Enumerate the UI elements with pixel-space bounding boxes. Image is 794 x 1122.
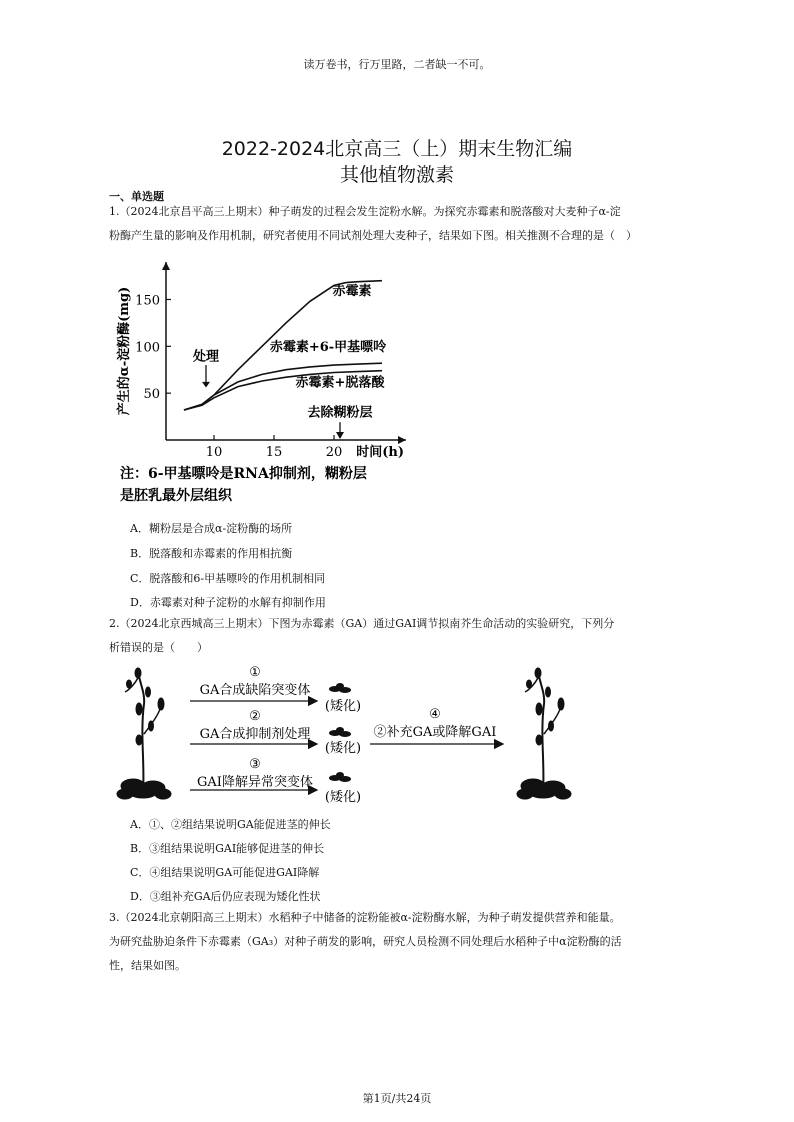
dwarf-plant-icon — [329, 727, 351, 737]
ga-gai-diagram — [115, 664, 675, 814]
series-label-3: 赤霉素+脱落酸 — [295, 375, 385, 391]
question-3-line: 性，结果如图。 — [109, 959, 186, 972]
x-axis-arrowhead — [398, 436, 406, 444]
page-motto: 读万卷书，行万里路，二者缺一不可。 — [303, 58, 491, 71]
step-3-number: ③ — [249, 757, 261, 772]
dwarf-label: (矮化) — [324, 699, 362, 714]
step-1-number: ① — [249, 665, 261, 680]
q1-option-c: C．脱落酸和6-甲基嘌呤的作用机制相同 — [130, 572, 326, 585]
dwarf-plant-icon — [329, 683, 351, 693]
question-2-line: 2.（2024北京西城高三上期末）下图为赤霉素（GA）通过GAI调节拟南芥生命活动的实验研究，下列分 — [109, 617, 615, 630]
dwarf-plant-icon — [329, 772, 351, 782]
step-3-label: GAI降解异常突变体 — [197, 775, 313, 790]
q2-option-d: D．③组补充GA后仍应表现为矮化性状 — [130, 890, 321, 903]
question-1-line: 粉酶产生量的影响及作用机制，研究者使用不同试剂处理大麦种子，结果如下图。相关推测不合理的是（ ） — [109, 229, 637, 242]
question-1-line: 1.（2024北京昌平高三上期末）种子萌发的过程会发生淀粉水解。为探究赤霉素和脱落酸对大麦种子α-淀 — [109, 205, 621, 218]
step-4-number: ④ — [429, 707, 441, 722]
treat-annotation: 处理 — [192, 349, 220, 365]
dwarf-label: (矮化) — [324, 741, 362, 756]
question-2-line: 析错误的是（ ） — [109, 641, 208, 654]
x-tick-label: 10 — [205, 445, 223, 460]
question-2-text — [109, 612, 689, 660]
q2-option-c: C．④组结果说明GA可能促进GAI降解 — [130, 866, 320, 879]
dwarf-label: (矮化) — [324, 790, 362, 805]
page-subtitle: 其他植物激素 — [339, 164, 454, 186]
y-tick-label: 150 — [135, 293, 160, 309]
y-axis-arrowhead — [162, 262, 170, 270]
chart-note-line-1: 注：6-甲基嘌呤是RNA抑制剂，糊粉层 — [120, 466, 367, 482]
tall-plant-icon — [517, 668, 571, 799]
y-tick-label: 50 — [143, 387, 160, 403]
series-label-1: 赤霉素 — [332, 283, 372, 299]
y-tick-label: 100 — [135, 340, 160, 356]
q1-option-a: A．糊粉层是合成α-淀粉酶的场所 — [130, 522, 293, 535]
tall-plant-icon — [117, 668, 171, 799]
step-4-label: ②补充GA或降解GAI — [373, 725, 497, 740]
page-footer: 第1页/共24页 — [362, 1092, 432, 1105]
enzyme-line-chart — [108, 252, 448, 517]
q1-option-d: D．赤霉素对种子淀粉的水解有抑制作用 — [130, 596, 326, 609]
remove-arrowhead — [336, 432, 344, 439]
series-label-2: 赤霉素+6-甲基嘌呤 — [269, 340, 387, 355]
chart-note-line-2: 是胚乳最外层组织 — [120, 488, 232, 504]
question-3-text — [109, 906, 689, 978]
q1-option-b: B．脱落酸和赤霉素的作用相抗衡 — [130, 547, 293, 560]
x-axis-label: 时间(h) — [356, 445, 404, 460]
step-1-label: GA合成缺陷突变体 — [199, 683, 311, 698]
step-2-number: ② — [249, 709, 261, 724]
question-3-line: 为研究盐胁迫条件下赤霉素（GA₃）对种子萌发的影响，研究人员检测不同处理后水稻种子中α淀粉酶的活 — [109, 935, 622, 948]
remove-annotation: 去除糊粉层 — [307, 405, 373, 421]
section-heading: 一、单选题 — [109, 190, 164, 203]
x-tick-label: 20 — [325, 445, 343, 460]
question-3-line: 3.（2024北京朝阳高三上期末）水稻种子中储备的淀粉能被α-淀粉酶水解，为种子萌发提供营养和能量。 — [109, 911, 621, 924]
q2-option-a: A．①、②组结果说明GA能促进茎的伸长 — [130, 818, 331, 831]
step-2-label: GA合成抑制剂处理 — [199, 727, 311, 742]
treat-arrowhead — [202, 382, 210, 388]
q2-option-b: B．③组结果说明GAI能够促进茎的伸长 — [130, 842, 325, 855]
question-1-text — [109, 200, 689, 248]
page-title: 2022-2024北京高三（上）期末生物汇编 — [221, 138, 573, 160]
x-tick-label: 15 — [265, 445, 283, 460]
y-axis-label: 产生的α-淀粉酶(mg) — [117, 286, 132, 416]
